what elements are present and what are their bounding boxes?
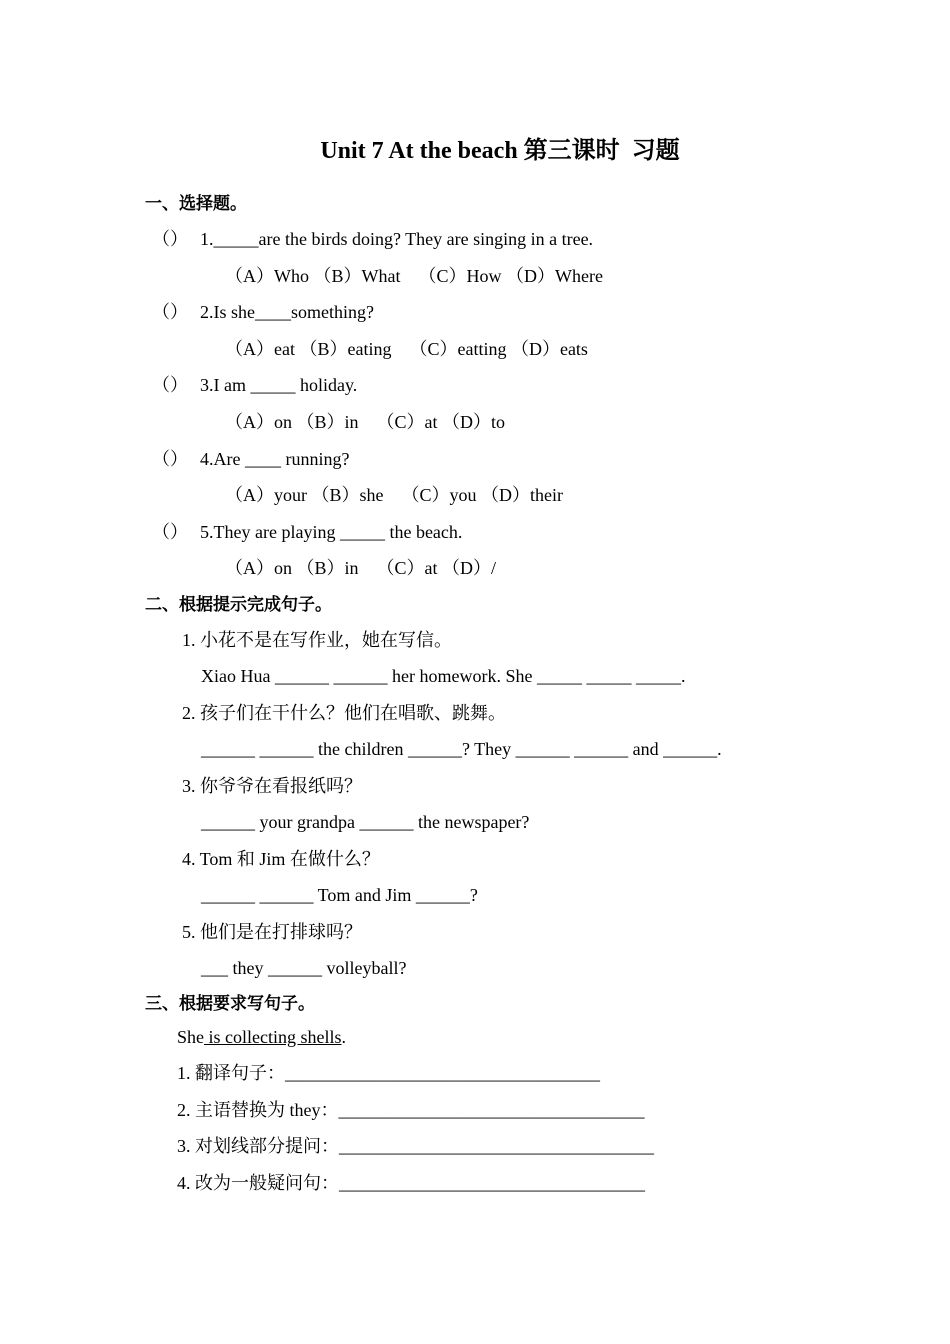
fill-item-4-prompt: 4. Tom 和 Jim 在做什么？ [182, 849, 380, 869]
fill-item-2-prompt: 2. 孩子们在干什么？他们在唱歌、跳舞。 [182, 703, 506, 723]
question-4-options: （A）your （B）she （C）you （D）their [225, 485, 563, 505]
answer-bracket-4: （） [152, 449, 188, 469]
question-1-options: （A）Who （B）What （C）How （D）Where [225, 266, 603, 286]
question-1 [152, 228, 593, 250]
question-3-options: （A）on （B）in （C）at （D）to [225, 412, 506, 432]
question-1-stem: 1._____are the birds doing? They are singing in a tree. [200, 229, 594, 249]
fill-item-5-prompt: 5. 他们是在打排球吗？ [182, 922, 362, 942]
page-title: Unit 7 At the beach 第三课时 习题 [320, 138, 680, 164]
section-1-heading: 一、选择题。 [145, 194, 247, 214]
fill-item-4-answer: ______ ______ Tom and Jim ______? [201, 885, 478, 905]
fill-item-1-prompt: 1. 小花不是在写作业，她在写信。 [182, 630, 452, 650]
base-sentence-underlined: is collecting shells [204, 1027, 342, 1047]
question-5 [152, 521, 462, 543]
answer-bracket-1: （） [152, 229, 188, 249]
fill-item-5-answer: ___ they ______ volleyball? [201, 958, 407, 978]
fill-item-3-prompt: 3. 你爷爷在看报纸吗？ [182, 776, 362, 796]
fill-item-1-answer: Xiao Hua ______ ______ her homework. She _____ _____ _____. [201, 666, 686, 686]
base-sentence-subject: She [177, 1027, 204, 1047]
answer-bracket-2: （） [152, 302, 188, 322]
answer-bracket-3: （） [152, 375, 188, 395]
question-4-stem: 4.Are ____ running? [200, 449, 350, 469]
rewrite-task-3: 3. 对划线部分提问：___________________________________ [177, 1136, 654, 1156]
question-2-stem: 2.Is she____something? [200, 302, 374, 322]
fill-item-2-answer: ______ ______ the children ______? They ______ ______ and ______. [201, 739, 722, 759]
base-sentence-end: . [341, 1027, 346, 1047]
question-3 [152, 374, 357, 396]
fill-item-3-answer: ______ your grandpa ______ the newspaper? [201, 812, 530, 832]
question-5-options: （A）on （B）in （C）at （D）/ [225, 558, 497, 578]
question-4 [152, 448, 349, 470]
question-3-stem: 3.I am _____ holiday. [200, 375, 358, 395]
base-sentence [177, 1026, 346, 1048]
question-2-options: （A）eat （B）eating （C）eatting （D）eats [225, 339, 588, 359]
question-5-stem: 5.They are playing _____ the beach. [200, 522, 463, 542]
rewrite-task-4: 4. 改为一般疑问句：__________________________________ [177, 1173, 645, 1193]
answer-bracket-5: （） [152, 522, 188, 542]
section-2-heading: 二、根据提示完成句子。 [145, 595, 332, 615]
rewrite-task-1: 1. 翻译句子：___________________________________ [177, 1063, 600, 1083]
section-3-heading: 三、根据要求写句子。 [145, 994, 315, 1014]
question-2 [152, 301, 374, 323]
rewrite-task-2: 2. 主语替换为 they：__________________________________ [177, 1100, 645, 1120]
